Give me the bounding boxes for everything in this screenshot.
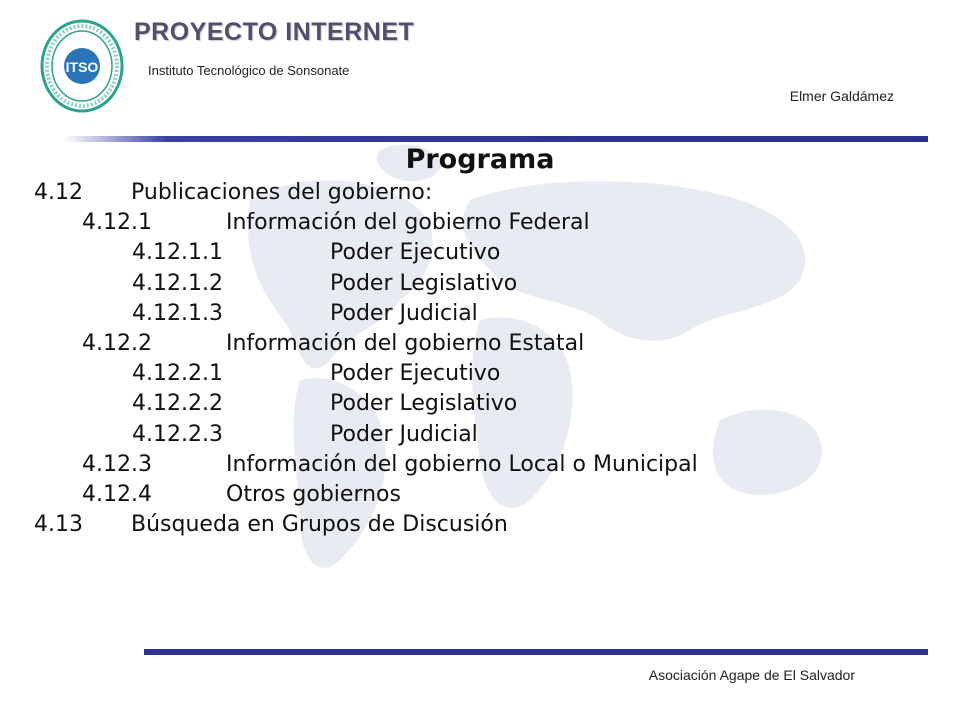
itso-logo bbox=[34, 18, 130, 114]
brand-title: PROYECTO INTERNET bbox=[134, 18, 415, 46]
outline-item bbox=[0, 420, 960, 450]
outline-number: 4.12.4 bbox=[82, 481, 152, 507]
outline-text: Publicaciones del gobierno: bbox=[131, 180, 433, 205]
institute-name: Instituto Tecnológico de Sonsonate bbox=[148, 63, 350, 78]
outline-item bbox=[0, 329, 960, 359]
outline-text: Información del gobierno Federal bbox=[226, 210, 590, 236]
outline-number: 4.12.1.3 bbox=[132, 300, 223, 326]
header-divider bbox=[64, 136, 928, 142]
outline-text: Poder Legislativo bbox=[330, 270, 518, 296]
outline-text: Poder Legislativo bbox=[330, 391, 518, 417]
footer-organization: Asociación Agape de El Salvador bbox=[648, 667, 855, 683]
outline-list bbox=[0, 178, 960, 540]
outline-text: Búsqueda en Grupos de Discusión bbox=[131, 512, 508, 538]
outline-number: 4.13 bbox=[34, 512, 83, 538]
outline-number: 4.12.2.1 bbox=[132, 361, 223, 387]
outline-number: 4.12.2.2 bbox=[132, 391, 223, 417]
footer-divider bbox=[144, 649, 928, 655]
outline-item bbox=[0, 510, 960, 540]
outline-item bbox=[0, 480, 960, 510]
outline-item bbox=[0, 299, 960, 329]
slide-title: Programa bbox=[405, 144, 555, 175]
outline-number: 4.12 bbox=[34, 180, 83, 205]
outline-item bbox=[0, 450, 960, 480]
outline-number: 4.12.3 bbox=[82, 451, 152, 477]
outline-item bbox=[0, 178, 960, 208]
outline-number: 4.12.2.3 bbox=[132, 421, 223, 447]
outline-text: Poder Judicial bbox=[330, 421, 478, 447]
outline-text: Poder Ejecutivo bbox=[330, 240, 501, 266]
outline-item bbox=[0, 208, 960, 238]
outline-number: 4.12.1.2 bbox=[132, 270, 223, 296]
outline-text: Poder Judicial bbox=[330, 300, 478, 326]
outline-number: 4.12.1 bbox=[82, 210, 152, 236]
outline-text: Poder Ejecutivo bbox=[330, 361, 501, 387]
outline-text: Otros gobiernos bbox=[226, 481, 401, 507]
outline-item bbox=[0, 389, 960, 419]
outline-text: Información del gobierno Estatal bbox=[226, 330, 585, 356]
outline-number: 4.12.1.1 bbox=[132, 240, 223, 266]
outline-item bbox=[0, 238, 960, 268]
outline-item bbox=[0, 269, 960, 299]
outline-item bbox=[0, 359, 960, 389]
outline-text: Información del gobierno Local o Municipal bbox=[226, 451, 698, 477]
itso-logo-text: ITSO bbox=[65, 59, 99, 75]
author-name: Elmer Galdámez bbox=[789, 88, 894, 104]
outline-number: 4.12.2 bbox=[82, 330, 152, 356]
